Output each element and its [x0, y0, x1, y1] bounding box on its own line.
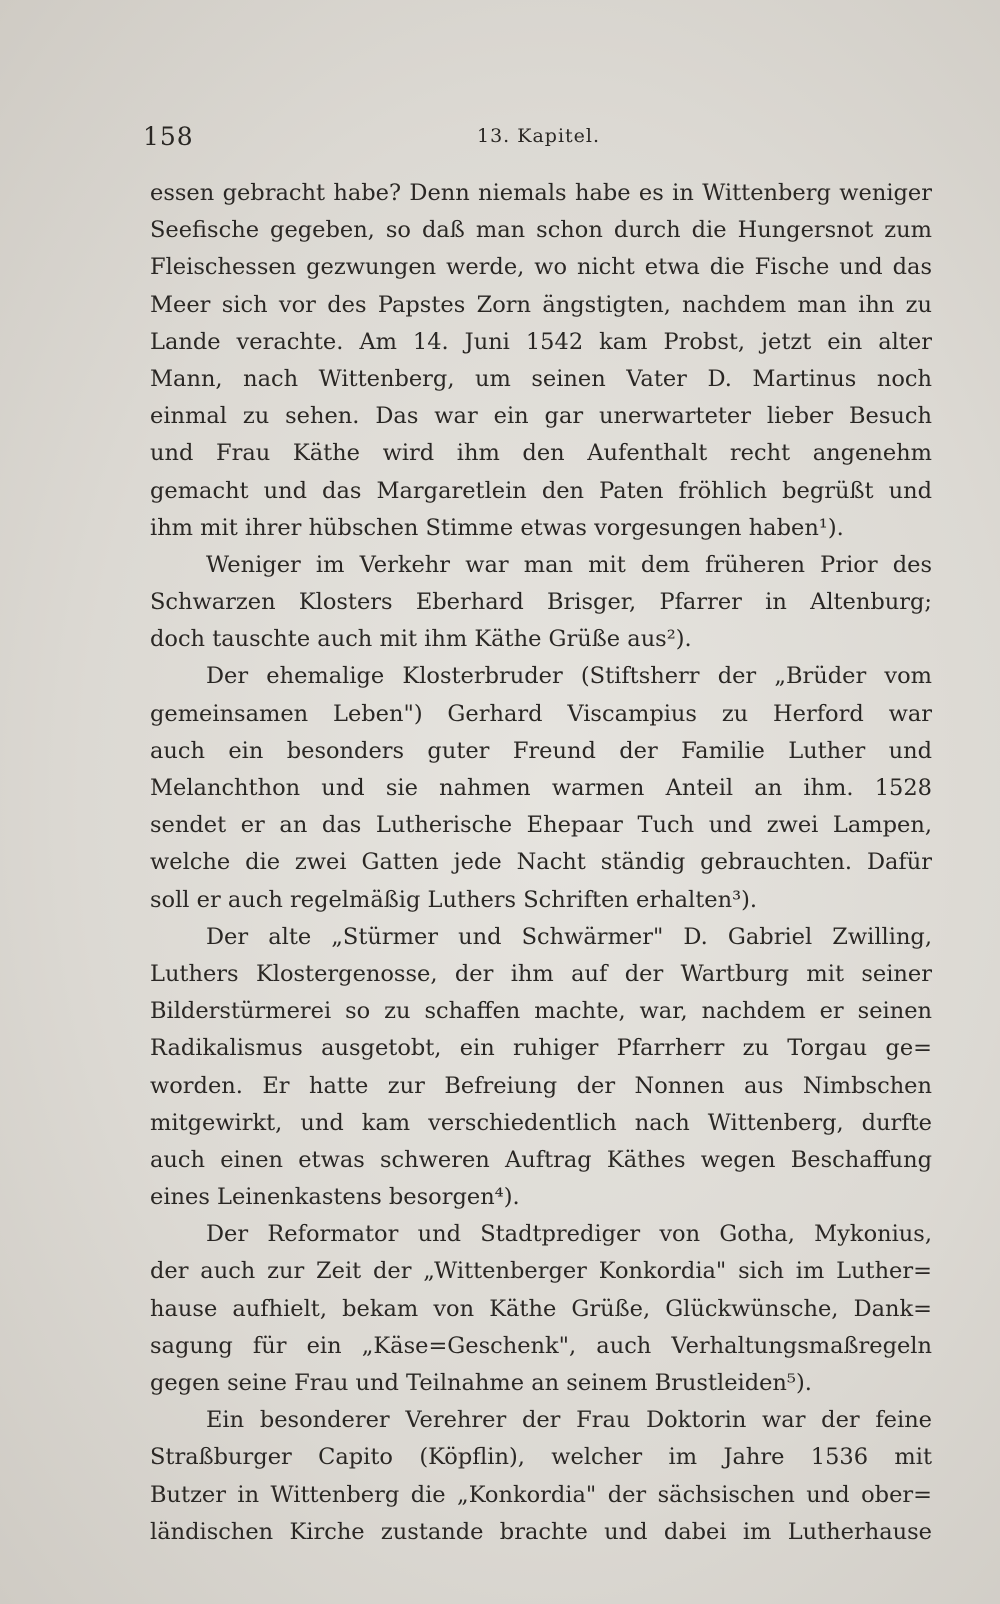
text-line: Mann, nach Wittenberg, um seinen Vater D. Martinus noch — [150, 365, 932, 392]
text-line: Straßburger Capito (Köpflin), welcher im Jahre 1536 mit — [150, 1444, 932, 1471]
text-line: Seefische gegeben, so daß man schon durch die Hungersnot zum — [150, 217, 932, 244]
text-line: gegen seine Frau und Teilnahme an seinem Brustleiden⁵). — [150, 1370, 812, 1396]
text-line: gemeinsamen Leben") Gerhard Viscampius zu Herford war — [150, 700, 932, 727]
text-line: welche die zwei Gatten jede Nacht ständig gebrauchten. Dafür — [150, 849, 932, 876]
text-line: Der ehemalige Klosterbruder (Stiftsherr der „Brüder vom — [206, 663, 932, 690]
running-head: 13. Kapitel. — [477, 125, 601, 147]
text-line: Meer sich vor des Papstes Zorn ängstigten, nachdem man ihn zu — [150, 291, 932, 318]
text-line: auch ein besonders guter Freund der Familie Luther und — [150, 737, 932, 764]
text-line: ihm mit ihrer hübschen Stimme etwas vorgesungen haben¹). — [150, 514, 844, 541]
text-line: Butzer in Wittenberg die „Konkordia" der sächsischen und ober= — [150, 1481, 932, 1508]
text-line: Luthers Klostergenosse, der ihm auf der Wartburg mit seiner — [150, 960, 932, 987]
text-line: sendet er an das Lutherische Ehepaar Tuch und zwei Lampen, — [150, 812, 932, 839]
body-text — [150, 175, 932, 1551]
text-line: essen gebracht habe? Denn niemals habe es in Wittenberg weniger — [150, 180, 932, 206]
text-line: und Frau Käthe wird ihm den Aufenthalt recht angenehm — [150, 440, 932, 467]
text-line: Schwarzen Klosters Eberhard Brisger, Pfarrer in Altenburg; — [150, 589, 932, 616]
page-header — [143, 122, 933, 162]
text-line: sagung für ein „Käse=Geschenk", auch Verhaltungsmaßregeln — [150, 1332, 932, 1359]
text-line: auch einen etwas schweren Auftrag Käthes wegen Beschaffung — [150, 1146, 932, 1173]
text-line: worden. Er hatte zur Befreiung der Nonnen aus Nimbschen — [150, 1072, 932, 1099]
text-line: Der Reformator und Stadtprediger von Gotha, Mykonius, — [206, 1221, 932, 1248]
text-line: gemacht und das Margaretlein den Paten fröhlich begrüßt und — [150, 477, 932, 504]
text-line: Fleischessen gezwungen werde, wo nicht etwa die Fische und das — [150, 254, 932, 281]
text-line: Lande verachte. Am 14. Juni 1542 kam Probst, jetzt ein alter — [150, 328, 932, 355]
text-line: Bilderstürmerei so zu schaffen machte, war, nachdem er seinen — [150, 998, 932, 1025]
text-line: einmal zu sehen. Das war ein gar unerwarteter lieber Besuch — [150, 403, 932, 430]
text-line: soll er auch regelmäßig Luthers Schriften erhalten³). — [150, 886, 758, 913]
text-line: eines Leinenkastens besorgen⁴). — [150, 1184, 520, 1211]
text-line: mitgewirkt, und kam verschiedentlich nach Wittenberg, durfte — [150, 1109, 932, 1136]
text-line: Radikalismus ausgetobt, ein ruhiger Pfarrherr zu Torgau ge= — [150, 1035, 932, 1062]
text-line: doch tauschte auch mit ihm Käthe Grüße aus²). — [150, 626, 692, 653]
text-line: hause aufhielt, bekam von Käthe Grüße, Glückwünsche, Dank= — [150, 1295, 932, 1322]
page-number: 158 — [143, 122, 194, 151]
text-line: ländischen Kirche zustande brachte und dabei im Lutherhause — [150, 1518, 932, 1545]
text-line: Der alte „Stürmer und Schwärmer" D. Gabriel Zwilling, — [206, 923, 932, 950]
text-line: Weniger im Verkehr war man mit dem früheren Prior des — [206, 551, 932, 578]
text-line: der auch zur Zeit der „Wittenberger Konkordia" sich im Luther= — [150, 1258, 932, 1285]
text-line: Melanchthon und sie nahmen warmen Anteil an ihm. 1528 — [150, 775, 932, 801]
text-line: Ein besonderer Verehrer der Frau Doktorin war der feine — [206, 1407, 932, 1434]
